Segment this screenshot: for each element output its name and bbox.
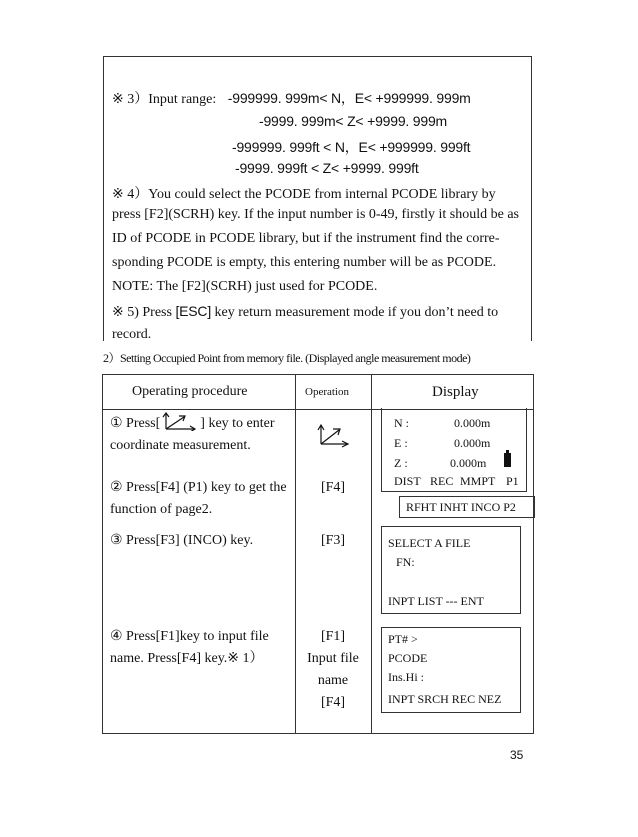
step-2-line1: ② Press[F4] (P1) key to get the (110, 480, 287, 495)
fn-label: FN: (396, 555, 415, 569)
value-e: 0.000m (454, 436, 491, 450)
step-4-op-name: name (317, 673, 349, 688)
battery-terminal (506, 450, 509, 453)
coordinate-axes-icon (313, 422, 353, 448)
value-z: 0.000m (450, 456, 487, 470)
label-e: E : (394, 436, 408, 450)
note-3-label: ※ 3）Input range: (112, 92, 217, 107)
header-display: Display (432, 384, 479, 400)
range-ne-ft: -999999. 999ft < N，E< +999999. 999ft (232, 139, 471, 155)
note-3-line1 (112, 88, 471, 108)
step-4 (110, 626, 292, 670)
header-operation: Operation (305, 386, 349, 398)
step-2 (110, 477, 292, 521)
display-coordinates (381, 408, 527, 492)
note-5-line2: record. (112, 327, 152, 342)
note-5-prefix: ※ 5) Press (112, 305, 172, 320)
coordinate-axes-icon (160, 411, 200, 431)
note-5-suffix: key return measurement mode if you don’t need to (214, 305, 499, 320)
step-1-suffix: ] key to enter (200, 416, 275, 431)
value-n: 0.000m (454, 416, 491, 430)
range-z-m: -9999. 999m< Z< +9999. 999m (259, 113, 448, 129)
note-4-line2: press [F2](SCRH) key. If the input number is 0-49, firstly it should be as (112, 207, 519, 222)
table-left-border (102, 374, 103, 734)
display-point-input (381, 627, 521, 713)
softkey-p1[interactable]: P1 (506, 474, 519, 488)
table-top-border (102, 374, 534, 375)
range-ne-m: -999999. 999m< N，E< +999999. 999m (227, 90, 471, 106)
step-1-operation (295, 422, 371, 456)
esc-key-label: [ESC] (175, 303, 212, 319)
softkey-rec[interactable]: REC (430, 474, 454, 488)
note-4-line1: ※ 4）You could select the PCODE from internal PCODE library by (112, 187, 496, 202)
inshi-label: Ins.Hi : (388, 670, 424, 684)
step-1 (110, 411, 292, 457)
pt-label: PT# > (388, 632, 418, 646)
softkeys-point-input[interactable]: INPT SRCH REC NEZ (388, 692, 502, 706)
step-4-op-f1: [F1] (320, 629, 346, 644)
step-4-line2: name. Press[F4] key.※ 1） (110, 651, 264, 666)
step-4-operation (295, 626, 371, 714)
step-1-prefix: ① Press[ (110, 416, 161, 431)
step-2-operation: [F4] (320, 480, 346, 495)
pcode-label: PCODE (388, 651, 428, 665)
range-z-ft: -9999. 999ft < Z< +9999. 999ft (235, 160, 419, 176)
label-z: Z : (394, 456, 408, 470)
step-2-line2: function of page2. (110, 502, 213, 517)
step-4-op-input: Input file (307, 651, 359, 666)
section-caption: 2）Setting Occupied Point from memory file. (Displayed angle measurement mode) (103, 351, 471, 365)
softkeys-select-file[interactable]: INPT LIST --- ENT (388, 594, 484, 608)
page-number: 35 (510, 748, 524, 762)
step-3-operation: [F3] (320, 533, 346, 548)
softkeys-page2[interactable]: RFHT INHT INCO P2 (406, 500, 516, 514)
step-4-line1: ④ Press[F1]key to input file (110, 629, 269, 644)
note-4-line4: sponding PCODE is empty, this entering number will be as PCODE. (112, 255, 497, 270)
select-file-text: SELECT A FILE (388, 536, 471, 550)
note-5-line1 (112, 303, 498, 321)
header-procedure: Operating procedure (132, 384, 248, 399)
display-select-file (381, 526, 521, 614)
label-n: N : (394, 416, 409, 430)
note-4-line3: ID of PCODE in PCODE library, but if the instrument find the corre- (112, 231, 500, 246)
softkey-mmpt[interactable]: MMPT (460, 474, 496, 488)
step-4-op-f4: [F4] (320, 695, 346, 710)
battery-icon (504, 453, 511, 467)
display-page2-keys (399, 496, 535, 518)
procedure-table (102, 374, 534, 734)
step-1-line2: coordinate measurement. (110, 438, 251, 453)
table-right-border (533, 374, 534, 734)
note-4-note: NOTE: The [F2](SCRH) just used for PCODE. (112, 279, 378, 294)
notes-box (103, 56, 532, 341)
column-divider-2 (371, 374, 372, 734)
table-bottom-border (102, 733, 534, 734)
softkey-dist[interactable]: DIST (394, 474, 421, 488)
step-3: ③ Press[F3] (INCO) key. (110, 533, 254, 548)
